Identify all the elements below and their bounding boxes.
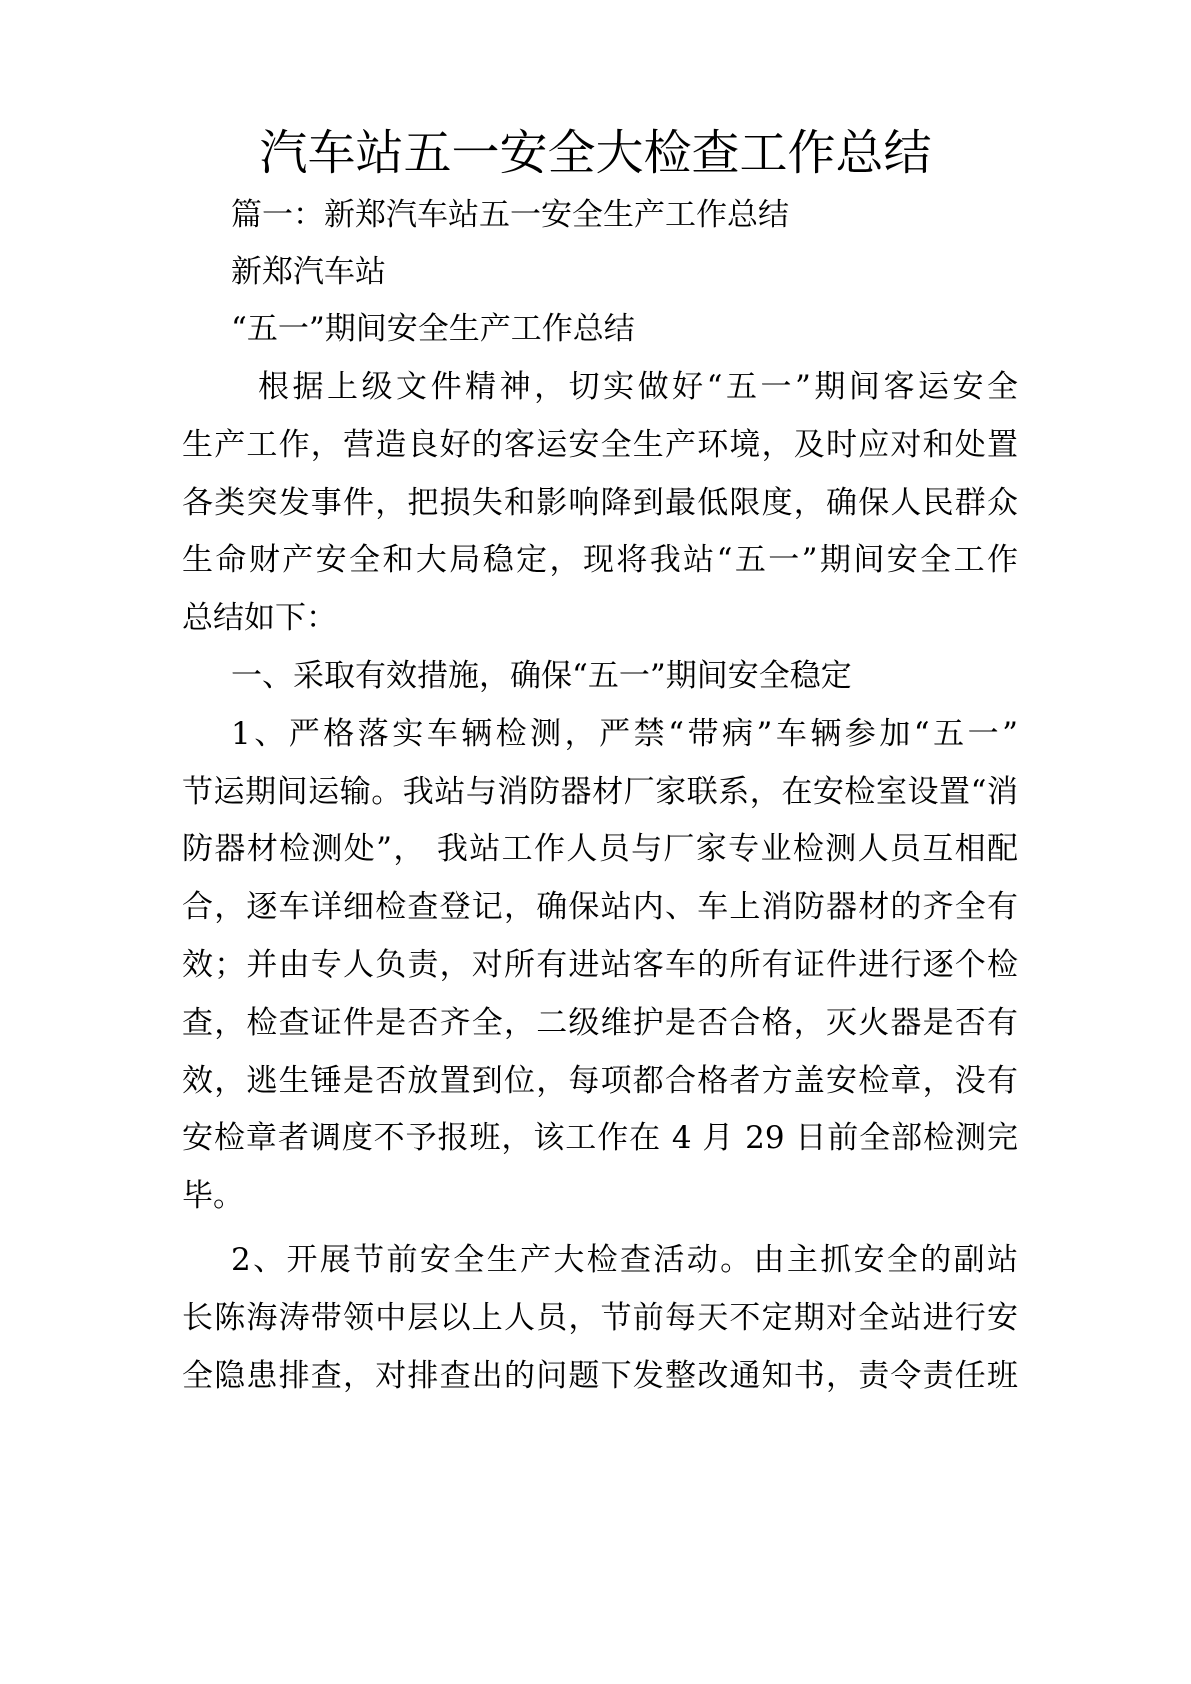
item-1-line-3: 防器材检测处”， 我站工作人员与厂家专业检测人员互相配 xyxy=(182,831,1018,867)
item-1-line-8: 安检章者调度不予报班，该工作在 4 月 29 日前全部检测完 xyxy=(182,1120,1018,1156)
intro-line-1: 根据上级文件精神，切实做好“五一”期间客运安全 xyxy=(258,369,1018,405)
document-title: 汽车站五一安全大检查工作总结 xyxy=(259,125,932,181)
intro-line-3: 各类突发事件，把损失和影响降到最低限度，确保人民群众 xyxy=(182,485,1018,521)
item-2-line-3: 全隐患排查，对排查出的问题下发整改通知书，责令责任班 xyxy=(182,1358,1018,1394)
item-1-line-9: 毕。 xyxy=(182,1178,244,1214)
item-2-line-1: 2、开展节前安全生产大检查活动。由主抓安全的副站 xyxy=(231,1242,1018,1278)
item-2-line-2: 长陈海涛带领中层以上人员，节前每天不定期对全站进行安 xyxy=(182,1300,1018,1336)
item-1-line-5: 效；并由专人负责，对所有进站客车的所有证件进行逐个检 xyxy=(182,947,1018,983)
intro-line-4: 生命财产安全和大局稳定，现将我站“五一”期间安全工作 xyxy=(182,542,1018,578)
item-1-line-4: 合，逐车详细检查登记，确保站内、车上消防器材的齐全有 xyxy=(182,889,1018,925)
item-1-line-6: 查，检查证件是否齐全，二级维护是否合格，灭火器是否有 xyxy=(182,1005,1018,1041)
item-1-line-7: 效，逃生锤是否放置到位，每项都合格者方盖安检章，没有 xyxy=(182,1063,1018,1099)
item-1-line-1: 1、严格落实车辆检测，严禁“带病”车辆参加“五一” xyxy=(231,716,1018,752)
summary-heading: “五一”期间安全生产工作总结 xyxy=(231,311,635,347)
intro-line-2: 生产工作，营造良好的客运安全生产环境，及时应对和处置 xyxy=(182,427,1018,463)
intro-line-5: 总结如下： xyxy=(182,600,337,636)
organization-name: 新郑汽车站 xyxy=(231,254,386,290)
item-1-line-2: 节运期间运输。我站与消防器材厂家联系，在安检室设置“消 xyxy=(182,774,1018,810)
section-1-heading: 一、采取有效措施，确保“五一”期间安全稳定 xyxy=(231,658,852,694)
subtitle: 篇一：新郑汽车站五一安全生产工作总结 xyxy=(231,197,789,233)
